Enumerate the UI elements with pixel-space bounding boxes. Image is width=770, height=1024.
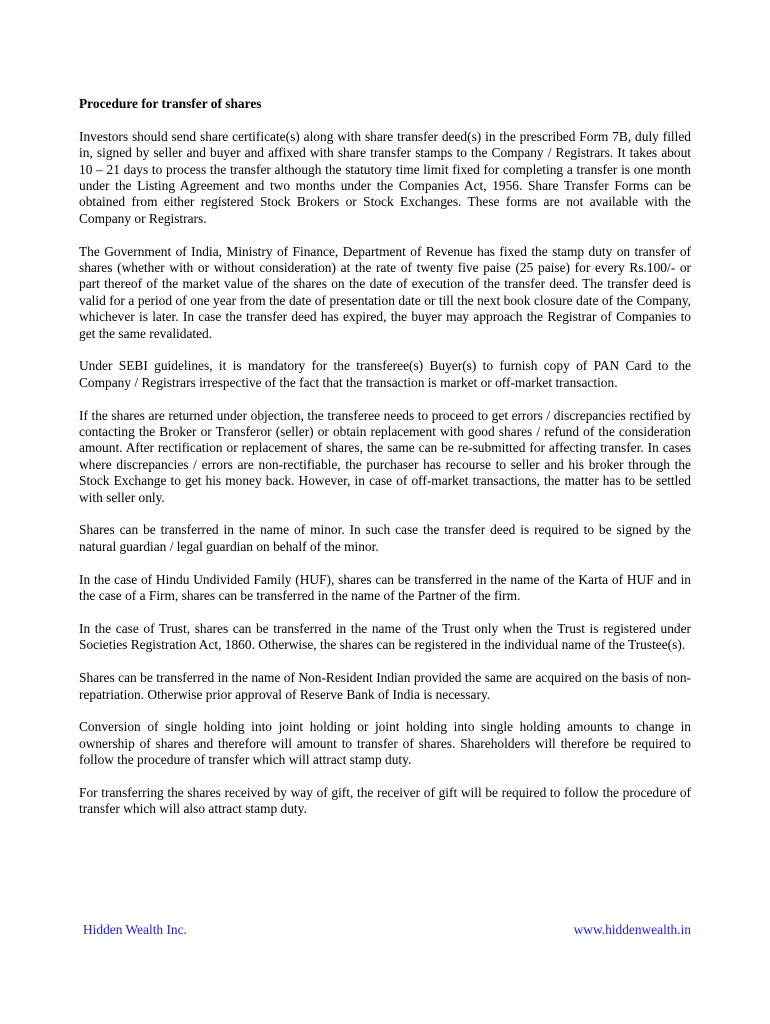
footer-company-name: Hidden Wealth Inc. <box>83 922 187 937</box>
paragraph-stamp-duty: The Government of India, Ministry of Finance, Department of Revenue has fixed the stamp duty on transfer of shares (whether with or without consideration) at the rate of twenty five paise (25 paise) for every Rs.100/- or part thereof of the market value of the shares on the date of execution of the transfer deed. The transfer deed is valid for a period of one year from the date of presentation date or till the next book closure date of the Company, whichever is later. In case the transfer deed has expired, the buyer may approach the Registrar of Companies to get the same revalidated. <box>79 243 691 341</box>
page-footer <box>83 922 691 938</box>
paragraph-nri: Shares can be transferred in the name of Non-Resident Indian provided the same are acquired on the basis of non-repatriation. Otherwise prior approval of Reserve Bank of India is necessary. <box>79 670 691 702</box>
page-title: Procedure for transfer of shares <box>79 96 262 111</box>
paragraph-gift: For transferring the shares received by way of gift, the receiver of gift will be required to follow the procedure of transfer which will also attract stamp duty. <box>79 784 691 817</box>
paragraph-minor: Shares can be transferred in the name of minor. In such case the transfer deed is required to be signed by the natural guardian / legal guardian on behalf of the minor. <box>79 522 691 554</box>
document-body <box>79 96 691 834</box>
footer-website-link[interactable]: www.hiddenwealth.in <box>573 922 691 937</box>
paragraph-joint-holding: Conversion of single holding into joint holding or joint holding into single holding amounts to change in ownership of shares and therefore will amount to transfer of shares. Shareholders will therefore be required to follow the procedure of transfer which will attract stamp duty. <box>79 719 691 768</box>
paragraph-trust: In the case of Trust, shares can be transferred in the name of the Trust only when the Trust is registered under Societies Registration Act, 1860. Otherwise, the shares can be registered in the individual name of the Trustee(s). <box>79 620 691 653</box>
paragraph-sebi-guidelines: Under SEBI guidelines, it is mandatory for the transferee(s) Buyer(s) to furnish copy of PAN Card to the Company / Registrars irrespective of the fact that the transaction is market or off-market transaction. <box>79 358 691 390</box>
paragraph-huf: In the case of Hindu Undivided Family (HUF), shares can be transferred in the name of the Karta of HUF and in the case of a Firm, shares can be transferred in the name of the Partner of the firm. <box>79 571 691 604</box>
paragraph-objection: If the shares are returned under objection, the transferee needs to proceed to get errors / discrepancies rectified by contacting the Broker or Transferor (seller) or obtain replacement with good shares / refund of the consideration amount. After rectification or replacement of shares, the same can be re-submitted for affecting transfer. In cases where discrepancies / errors are non-rectifiable, the purchaser has recourse to seller and his broker through the Stock Exchange to get his money back. However, in case of off-market transactions, the matter has to be settled with seller only. <box>79 407 691 505</box>
paragraph-share-certificates: Investors should send share certificate(s) along with share transfer deed(s) in the prescribed Form 7B, duly filled in, signed by seller and buyer and affixed with share transfer stamps to the Company / Registrars. It takes about 10 – 21 days to process the transfer although the statutory time limit fixed for completing a transfer is one month under the Listing Agreement and two months under the Companies Act, 1956. Share Transfer Forms can be obtained from either registered Stock Brokers or Stock Exchanges. These forms are not available with the Company or Registrars. <box>79 128 691 226</box>
